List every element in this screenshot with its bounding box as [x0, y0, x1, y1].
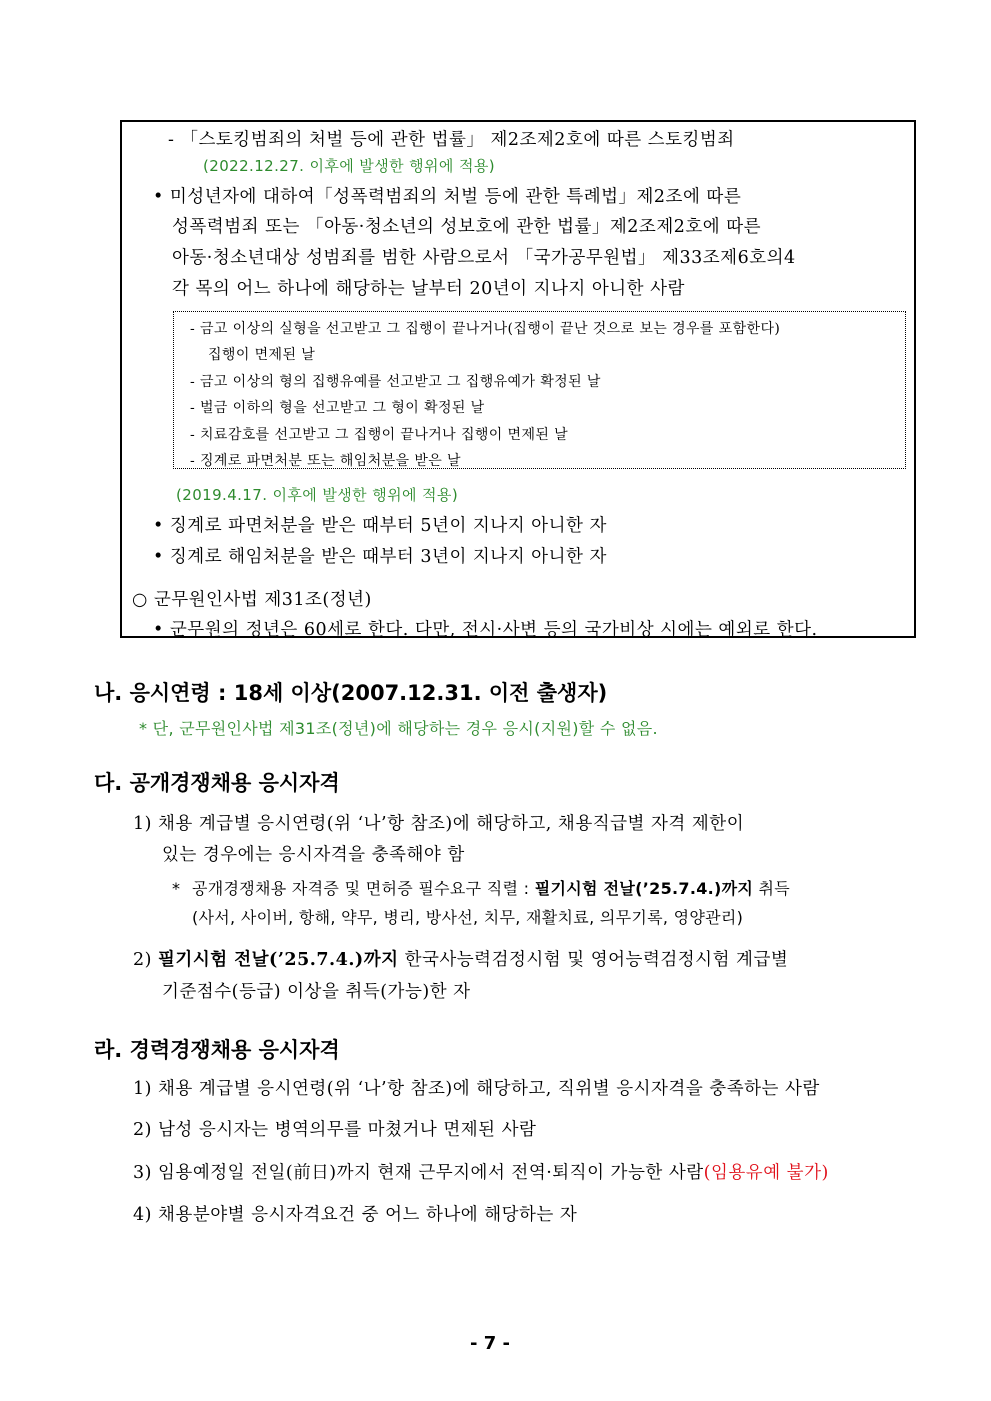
box-note-2022: (2022.12.27. 이후에 발생한 행위에 적용) [203, 157, 496, 175]
box-line-removal: • 징계로 해임처분을 받은 때부터 3년이 지나지 아니한 자 [153, 547, 607, 567]
box-line-dismissal: • 징계로 파면처분을 받은 때부터 5년이 지나지 아니한 자 [153, 516, 607, 536]
section-na-note: * 단, 군무원인사법 제31조(정년)에 해당하는 경우 응시(지원)할 수 없음. [139, 719, 658, 738]
sub-item-4: - 치료감호를 선고받고 그 집행이 끝나거나 집행이 면제된 날 [190, 427, 569, 443]
section-da-note-line1: 공개경쟁채용 자격증 및 면허증 필수요구 직렬 : 필기시험 전날(’25.7.4.)까지 취득 [192, 879, 791, 898]
box-line-minor: • 미성년자에 대하여「성폭력범죄의 처벌 등에 관한 특례법」제2조에 따른 [153, 187, 742, 207]
box-line-retirement-law: ○ 군무원인사법 제31조(정년) [132, 590, 372, 610]
section-da-item1-line2: 있는 경우에는 응시자격을 충족해야 함 [162, 845, 465, 865]
section-da-item1-line1: 1) 채용 계급별 응시연령(위 ‘나’항 참조)에 해당하고, 채용직급별 자격 제한이 [133, 814, 745, 834]
section-da-note-star: * [172, 879, 181, 898]
sub-item-2: - 금고 이상의 형의 집행유예를 선고받고 그 집행유예가 확정된 날 [190, 374, 601, 390]
section-da-title: 다. 공개경쟁채용 응시자격 [94, 771, 340, 795]
section-na-title: 나. 응시연령 : 18세 이상(2007.12.31. 이전 출생자) [94, 681, 608, 705]
section-ra-item3: 3) 임용예정일 전일(前日)까지 현재 근무지에서 전역·퇴직이 가능한 사람(임용유예 불가) [133, 1163, 829, 1183]
box-line-20years: 각 목의 어느 하나에 해당하는 날부터 20년이 지나지 아니한 사람 [172, 279, 685, 299]
box-line-retirement-age: • 군무원의 정년은 60세로 한다. 다만, 전시·사변 등의 국가비상 시에는 예외로 한다. [153, 620, 818, 640]
box-note-2019: (2019.4.17. 이후에 발생한 행위에 적용) [176, 486, 459, 504]
box-line-stalking: - 「스토킹범죄의 처벌 등에 관한 법률」 제2조제2호에 따른 스토킹범죄 [168, 130, 735, 150]
section-ra-item4: 4) 채용분야별 응시자격요건 중 어느 하나에 해당하는 자 [133, 1205, 578, 1225]
sub-item-1: - 금고 이상의 실형을 선고받고 그 집행이 끝나거나(집행이 끝난 것으로 보는 경우를 포함한다) [190, 321, 781, 337]
sub-item-5: - 징계로 파면처분 또는 해임처분을 받은 날 [190, 453, 461, 469]
box-line-youth: 아동·청소년대상 성범죄를 범한 사람으로서 「국가공무원법」 제33조제6호의4 [172, 248, 796, 268]
page-number: - 7 - [470, 1333, 510, 1354]
section-ra-item2: 2) 남성 응시자는 병역의무를 마쳤거나 면제된 사람 [133, 1120, 537, 1140]
section-ra-title: 라. 경력경쟁채용 응시자격 [94, 1038, 340, 1062]
sub-item-3: - 벌금 이하의 형을 선고받고 그 형이 확정된 날 [190, 400, 485, 416]
box-line-sexcrime: 성폭력범죄 또는 「아동·청소년의 성보호에 관한 법률」제2조제2호에 따른 [172, 217, 762, 237]
section-ra-item1: 1) 채용 계급별 응시연령(위 ‘나’항 참조)에 해당하고, 직위별 응시자격을 충족하는 사람 [133, 1079, 820, 1099]
sub-item-1b: 집행이 면제된 날 [208, 347, 316, 363]
section-da-item2-line1: 2) 필기시험 전날(’25.7.4.)까지 한국사능력검정시험 및 영어능력검정시험 계급별 [133, 950, 789, 970]
section-da-item2-line2: 기준점수(등급) 이상을 취득(가능)한 자 [162, 982, 471, 1002]
section-da-note-line2: (사서, 사이버, 항해, 약무, 병리, 방사선, 치무, 재활치료, 의무기록, 영양관리) [192, 908, 744, 927]
